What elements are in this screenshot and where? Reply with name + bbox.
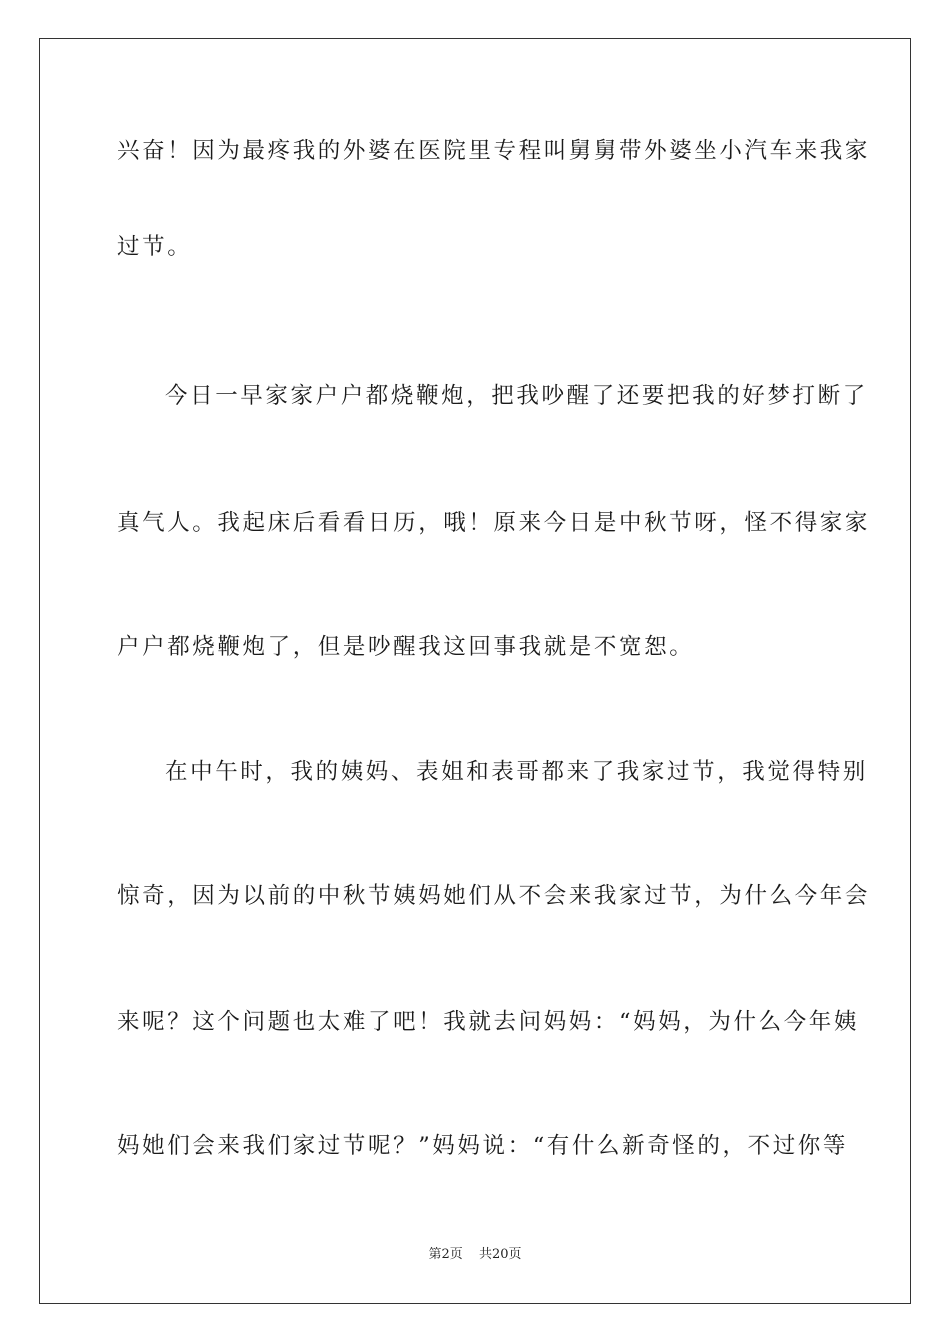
page-border (39, 38, 911, 1304)
page-footer (0, 1246, 950, 1264)
text-line-4: 真气人。我起床后看看日历，哦！原来今日是中秋节呀，怪不得家家 (117, 510, 871, 536)
text-line-5: 户户都烧鞭炮了，但是吵醒我这回事我就是不宽恕。 (117, 634, 695, 660)
text-line-8: 来呢？这个问题也太难了吧！我就去问妈妈：“妈妈，为什么今年姨 (117, 1009, 860, 1035)
text-line-9: 妈她们会来我们家过节呢？”妈妈说：“有什么新奇怪的，不过你等 (117, 1133, 849, 1159)
text-line-3: 今日一早家家户户都烧鞭炮，把我吵醒了还要把我的好梦打断了 (165, 383, 868, 409)
text-line-7: 惊奇，因为以前的中秋节姨妈她们从不会来我家过节，为什么今年会 (117, 883, 871, 909)
page-total: 共20页 (478, 1247, 522, 1262)
page-number: 第2页 (428, 1247, 463, 1262)
text-line-2: 过节。 (117, 234, 193, 260)
text-line-1: 兴奋！因为最疼我的外婆在医院里专程叫舅舅带外婆坐小汽车来我家 (117, 138, 871, 164)
text-line-6: 在中午时，我的姨妈、表姐和表哥都来了我家过节，我觉得特别 (165, 759, 868, 785)
